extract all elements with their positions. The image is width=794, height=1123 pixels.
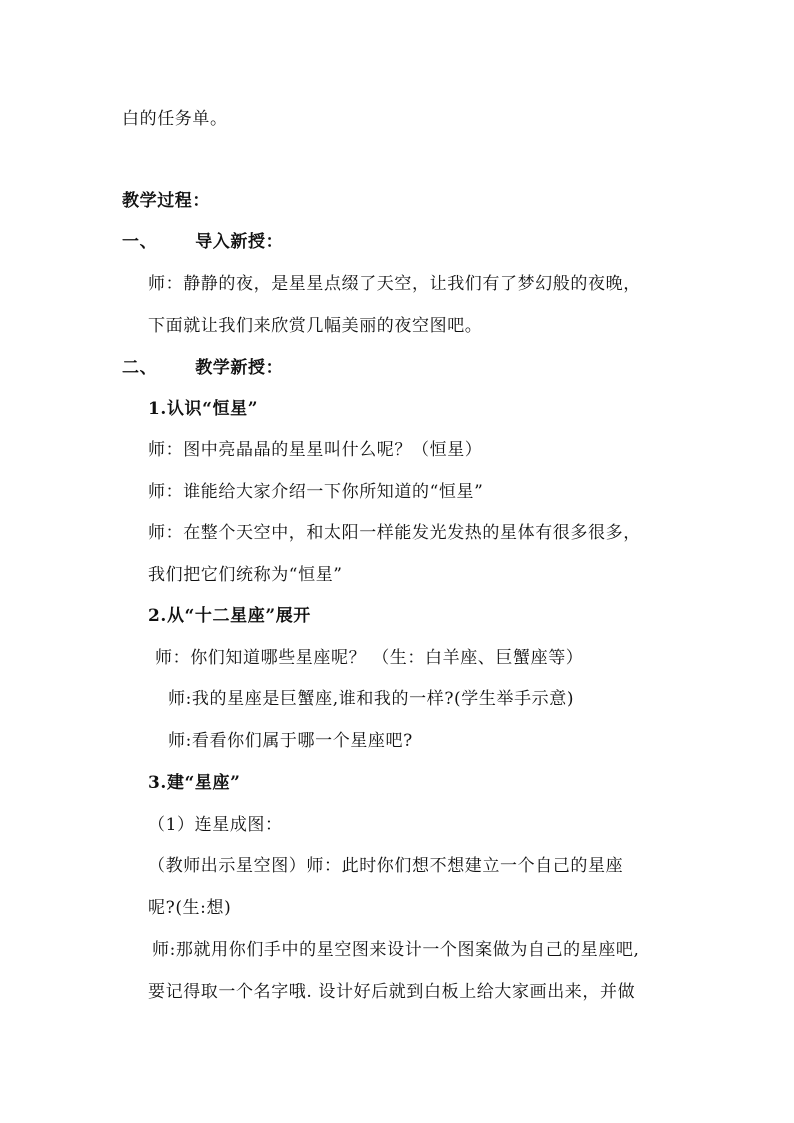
subheading-2: 2.从“十二星座”展开 bbox=[148, 606, 311, 626]
paragraph-line: 师:那就用你们手中的星空图来设计一个图案做为自己的星座吧, bbox=[152, 940, 640, 960]
paragraph-line: （1）连星成图： bbox=[148, 815, 283, 835]
heading-teaching-process: 教学过程： bbox=[122, 191, 210, 211]
paragraph-line: 下面就让我们来欣赏几幅美丽的夜空图吧。 bbox=[148, 316, 483, 336]
paragraph-line: 要记得取一个名字哦. 设计好后就到白板上给大家画出来，并做 bbox=[148, 982, 636, 1002]
text-line-continuation: 白的任务单。 bbox=[122, 109, 228, 129]
paragraph-line: 师:我的星座是巨蟹座,谁和我的一样?(学生举手示意) bbox=[168, 689, 575, 709]
paragraph-line: 师：你们知道哪些星座呢？ （生：白羊座、巨蟹座等） bbox=[155, 648, 584, 668]
section-heading-2 bbox=[122, 360, 283, 377]
paragraph-line: 师：谁能给大家介绍一下你所知道的“恒星” bbox=[148, 482, 484, 502]
paragraph-line: 呢?(生:想) bbox=[148, 898, 232, 918]
section-heading-1 bbox=[122, 234, 283, 251]
section-title-2: 教学新授： bbox=[195, 358, 284, 378]
paragraph-line: （教师出示星空图）师：此时你们想不想建立一个自己的星座 bbox=[148, 856, 624, 876]
subheading-1: 1.认识“恒星” bbox=[148, 399, 259, 419]
paragraph-line: 师：在整个天空中，和太阳一样能发光发热的星体有很多很多， bbox=[148, 523, 641, 543]
paragraph-line: 师:看看你们属于哪一个星座吧? bbox=[168, 731, 413, 751]
paragraph-line: 师：图中亮晶晶的星星叫什么呢？（恒星） bbox=[148, 440, 483, 460]
section-number-2: 二、 bbox=[122, 358, 158, 378]
paragraph-line: 我们把它们统称为“恒星” bbox=[148, 565, 343, 585]
section-number-1: 一、 bbox=[122, 232, 158, 252]
section-title-1: 导入新授： bbox=[195, 232, 284, 252]
paragraph-line: 师：静静的夜，是星星点缀了天空，让我们有了梦幻般的夜晚， bbox=[148, 274, 641, 294]
subheading-3: 3.建“星座” bbox=[148, 773, 241, 793]
